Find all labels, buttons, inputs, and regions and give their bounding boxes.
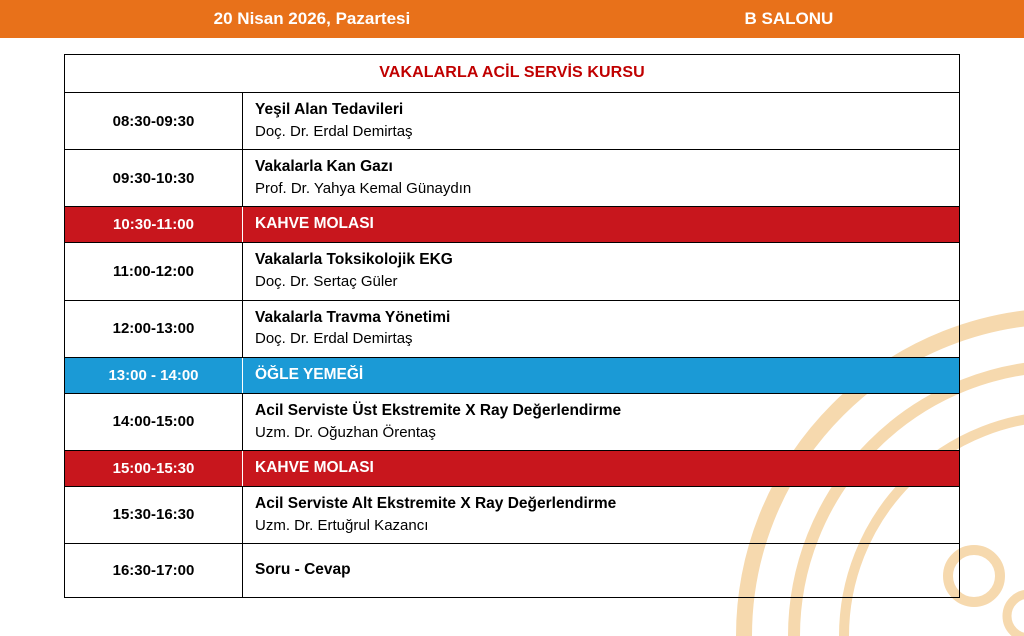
- course-title: VAKALARLA ACİL SERVİS KURSU: [65, 55, 959, 93]
- row-time: 11:00-12:00: [65, 243, 243, 299]
- row-body: [243, 243, 959, 299]
- row-speaker: Doç. Dr. Sertaç Güler: [255, 273, 398, 291]
- row-time: 13:00 - 14:00: [65, 358, 243, 393]
- table-row: [65, 93, 959, 150]
- row-time: 10:30-11:00: [65, 207, 243, 242]
- row-body: [243, 207, 959, 242]
- row-body: [243, 150, 959, 206]
- row-body: [243, 358, 959, 393]
- table-row: [65, 487, 959, 544]
- row-title: KAHVE MOLASI: [255, 458, 374, 476]
- table-row: [65, 150, 959, 207]
- program-table: [64, 54, 960, 598]
- row-speaker: Doç. Dr. Erdal Demirtaş: [255, 122, 413, 140]
- table-row: [65, 394, 959, 451]
- row-body: [243, 301, 959, 357]
- row-body: [243, 394, 959, 450]
- row-body: [243, 544, 959, 597]
- table-row: [65, 301, 959, 358]
- row-title: Acil Serviste Üst Ekstremite X Ray Değerlendirme: [255, 401, 622, 419]
- header-date: 20 Nisan 2026, Pazartesi: [213, 9, 411, 28]
- row-time: 15:30-16:30: [65, 487, 243, 543]
- header-hall: B SALONU: [744, 9, 834, 28]
- row-title: Yeşil Alan Tedavileri: [255, 101, 404, 118]
- row-body: [243, 487, 959, 543]
- table-row: [65, 544, 959, 598]
- table-row: [65, 243, 959, 300]
- row-speaker: Uzm. Dr. Oğuzhan Örentaş: [255, 423, 436, 441]
- row-title: Vakalarla Kan Gazı: [255, 158, 393, 176]
- row-speaker: Uzm. Dr. Ertuğrul Kazancı: [255, 516, 429, 534]
- table-row: [65, 207, 959, 243]
- row-title: Soru - Cevap: [255, 561, 351, 579]
- row-title: Acil Serviste Alt Ekstremite X Ray Değerlendirme: [255, 494, 617, 512]
- header-bar: [0, 0, 1024, 38]
- row-speaker: Doç. Dr. Erdal Demirtaş: [255, 330, 413, 348]
- program-rows: [65, 93, 959, 598]
- row-time: 15:00-15:30: [65, 451, 243, 486]
- row-body: [243, 93, 959, 149]
- row-time: 09:30-10:30: [65, 150, 243, 206]
- row-title: Vakalarla Toksikolojik EKG: [255, 251, 453, 269]
- row-time: 14:00-15:00: [65, 394, 243, 450]
- row-title: Vakalarla Travma Yönetimi: [255, 308, 451, 326]
- table-row: [65, 451, 959, 487]
- row-speaker: Prof. Dr. Yahya Kemal Günaydın: [255, 180, 472, 198]
- row-body: [243, 451, 959, 486]
- row-time: 08:30-09:30: [65, 93, 243, 149]
- table-row: [65, 358, 959, 394]
- row-title: KAHVE MOLASI: [255, 215, 374, 233]
- row-title: ÖĞLE YEMEĞİ: [255, 365, 364, 383]
- row-time: 16:30-17:00: [65, 544, 243, 597]
- row-time: 12:00-13:00: [65, 301, 243, 357]
